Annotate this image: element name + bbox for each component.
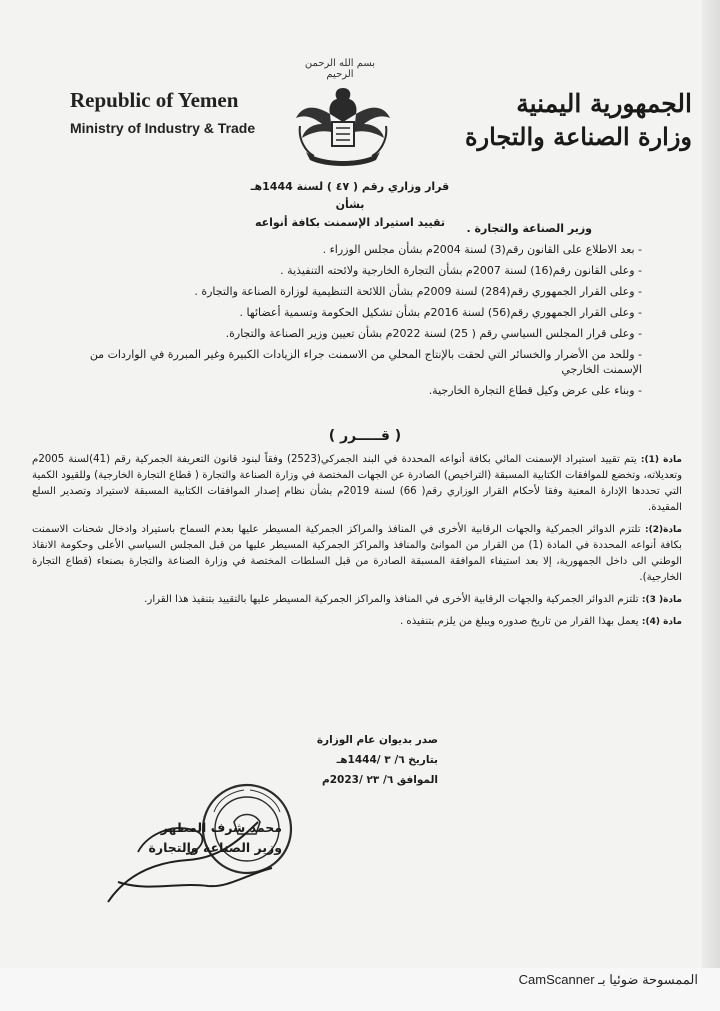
decision-label: ( قـــــرر ) [328, 428, 402, 444]
issuance-place: صدر بديوان عام الوزارة [316, 734, 438, 746]
paper-edge [702, 0, 720, 1011]
article-text: تلتزم الدوائر الجمركية والجهات الرقابية الأخرى في المنافذ والمراكز الجمركية المسيطر عليها بالتقييد بتنفيذ هذا القرار. [144, 594, 639, 605]
minister-intro: وزير الصناعة والتجارة . [466, 222, 592, 235]
decree-subject: تقييد استيراد الإسمنت بكافة أنواعه [254, 216, 446, 229]
article-4 [32, 614, 682, 630]
preamble-item: - وعلى القانون رقم(16) لسنة 2007م بشأن التجارة الخارجية ولائحته التنفيذية . [82, 263, 642, 278]
article-text: تلتزم الدوائر الجمركية والجهات الرقابية الأخرى في المنافذ والمراكز الجمركية المسيطر عليها بعدم السماح باستيراد وادخال شحنات الاسمنت بكافة أنواعه المحددة في المادة (1) من القرار من الموانئ والمنافذ والمراكز الجمركية المسيطر عليها من قبل المجلس السياسي الأعلى وحكومة الانقاذ الوطني الى داخل الجمهورية، إلا بعد استيفاء الموافقة المسبقة الصادرة من قبل السلطات المختصة في وزارة الصناعة والتجارة بصنعاء (قطاع التجارة الخارجية). [32, 524, 682, 583]
article-text: يعمل بهذا القرار من تاريخ صدوره ويبلغ من يلزم بتنفيذه . [399, 616, 639, 627]
arabic-ministry-name: وزارة الصناعة والتجارة [464, 122, 692, 151]
decree-number-line: قرار وزاري رقم ( ٤٧ ) لسنة 1444هـ بشأن [250, 180, 450, 211]
handwritten-signature [88, 782, 288, 922]
article-label: مادة (4): [641, 617, 682, 627]
issuance-gregorian-date: الموافق ٦/ ٢٣ /2023م [322, 774, 438, 786]
preamble-item: - وبناء على عرض وكيل قطاع التجارة الخارجية. [82, 383, 642, 398]
preamble-item: - وعلى القرار الجمهوري رقم(56) لسنة 2016م بشأن تشكيل الحكومة وتسمية أعضائها . [82, 305, 642, 320]
issuance-block [288, 730, 438, 790]
preamble-item: - وللحد من الأضرار والخسائر التي لحقت بالإنتاج المحلي من الاسمنت جراء الزيادات الكبيرة وغير المبررة في الواردات من الإسمنت الخارجي [82, 347, 642, 377]
article-text: يتم تقييد استيراد الإسمنت المائي بكافة أنواعه المحددة في البند الجمركي(2523) وفقاً لبنود قانون التعريفة الجمركية رقم (41)لسنة 2005م وتعديلاته، وتخضع للموافقات الكتابية المسبقة (التراخيص) الصادرة عن الجهات المختصة في وزارة الصناعة والتجارة ( قطاع التجارة الخارجية) وللقيود الكمية التي تحددها الإدارة المعنية وفقا لأحكام القرار الوزاري رقم( 66) لسنة 2019م بشأن نظام إصدار الموافقات الكتابية المسبقة لاستيراد وتصدير السلع المقيدة. [32, 454, 682, 513]
article-label: مادة( 3): [641, 595, 682, 605]
signatory-name: محمد شرف المطهر [160, 820, 282, 835]
yemen-eagle-emblem-icon [292, 74, 394, 170]
preamble-item: - بعد الاطلاع على القانون رقم(3) لسنة 2004م بشأن مجلس الوزراء . [82, 242, 642, 257]
preamble-list [82, 242, 642, 404]
basmala-text: بسم الله الرحمن الرحيم [304, 58, 376, 80]
preamble-item: - وعلى قرار المجلس السياسي رقم ( 25) لسنة 2022م بشأن تعيين وزير الصناعة والتجارة. [82, 326, 642, 341]
english-country-name: Republic of Yemen [70, 88, 239, 112]
issuance-hijri-date: بتاريخ ٦/ ٣ /1444هـ [336, 754, 438, 766]
english-ministry-name: Ministry of Industry & Trade [70, 120, 256, 136]
arabic-country-name: الجمهورية اليمنية [516, 89, 692, 118]
preamble-item: - وعلى القرار الجمهوري رقم(284) لسنة 2009م بشأن اللائحة التنظيمية لوزارة الصناعة والتجارة . [82, 284, 642, 299]
article-2 [32, 522, 682, 586]
signatory-title: وزير الصناعة والتجارة [148, 840, 282, 855]
article-label: مادة(2): [645, 525, 682, 535]
article-1 [32, 452, 682, 516]
articles-section [32, 452, 682, 636]
camscanner-watermark: الممسوحة ضوئيا بـ CamScanner [518, 972, 698, 987]
article-label: مادة (1): [640, 455, 682, 465]
article-3 [32, 592, 682, 608]
